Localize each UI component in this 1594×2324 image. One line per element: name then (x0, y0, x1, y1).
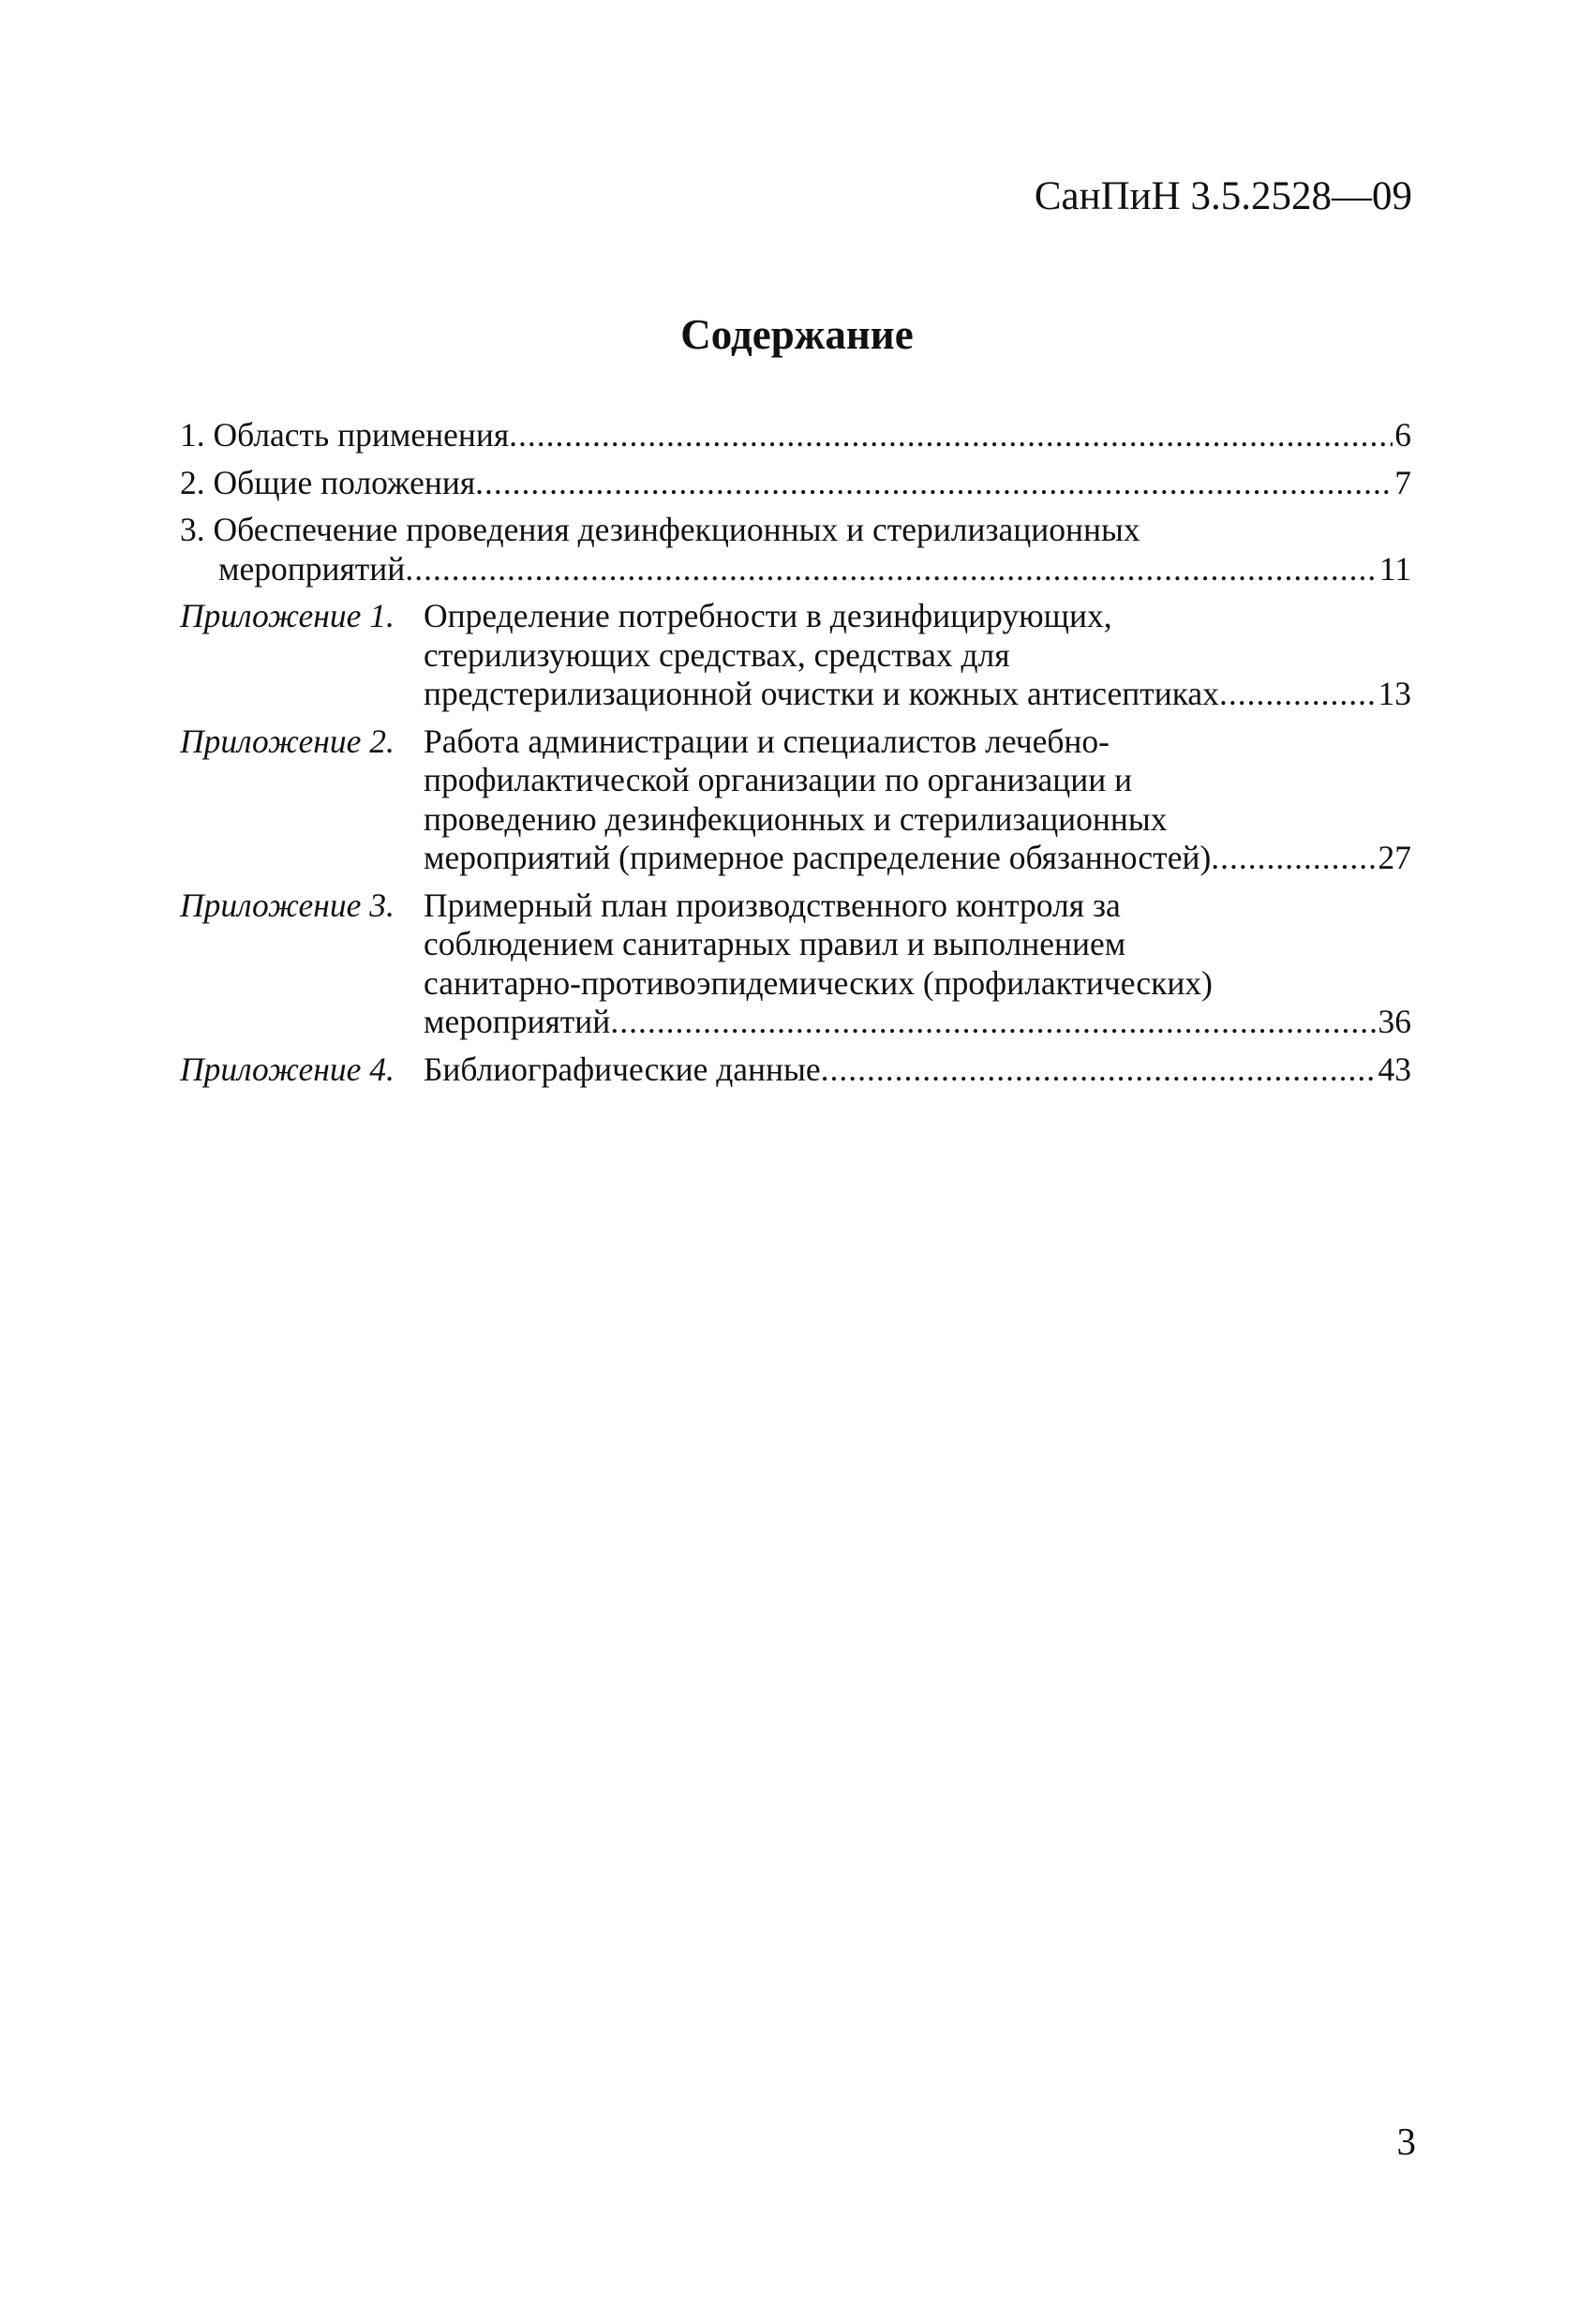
toc-entry-title: Область применения (213, 416, 510, 454)
toc-page-number: 43 (1378, 1050, 1411, 1088)
toc-entry-1[interactable] (180, 416, 1411, 455)
page-title: Содержание (680, 311, 914, 358)
appendix-label: Приложение 4. (180, 1050, 403, 1088)
toc-entry-title: Обеспечение проведения дезинфекционных и стерилизационных (213, 511, 1140, 548)
dot-leader (1211, 839, 1376, 878)
toc-entry-appendix-4[interactable] (180, 1050, 1411, 1090)
toc-page-number: 11 (1378, 549, 1411, 588)
toc-entry-number: 3. (180, 511, 214, 548)
toc-entry-number: 2. (180, 463, 214, 501)
toc-entry-title-cont: соблюдением санитарных правил и выполнением (424, 925, 1126, 962)
toc-entry-title-cont: проведению дезинфекционных и стерилизационных (424, 799, 1168, 838)
toc-entry-3[interactable] (180, 511, 1411, 588)
toc-page-number: 13 (1378, 675, 1411, 712)
toc-entry-title-cont: профилактической организации по организации и (424, 761, 1133, 798)
toc-entry-2[interactable] (180, 464, 1411, 503)
toc-entry-appendix-3[interactable] (180, 886, 1411, 1042)
toc-entry-title-cont: стерилизующих средствах, средствах для (424, 635, 1010, 674)
dot-leader (1219, 675, 1377, 714)
toc-page-number: 36 (1378, 1003, 1411, 1040)
toc-entry-title-cont: мероприятий (218, 549, 406, 588)
toc-entry-title-cont: предстерилизационной очистки и кожных антисептиках (424, 675, 1219, 712)
toc-entry-title-cont: мероприятий (424, 1003, 611, 1040)
dot-leader (405, 550, 1378, 589)
appendix-label: Приложение 2. (180, 722, 403, 760)
toc-entry-appendix-2[interactable] (180, 723, 1411, 878)
toc-entry-title: Общие положения (213, 463, 476, 501)
page-number: 3 (1396, 2120, 1416, 2163)
toc-entry-title: Библиографические данные (424, 1050, 821, 1088)
toc-entry-title: Примерный план производственного контроля за (424, 886, 1121, 924)
dot-leader (821, 1050, 1377, 1090)
toc-entry-title-cont: мероприятий (примерное распределение обязанностей) (424, 839, 1212, 876)
appendix-label: Приложение 3. (180, 886, 403, 924)
toc-entry-title: Работа администрации и специалистов лечебно- (424, 722, 1110, 760)
toc-entry-number: 1. (180, 416, 214, 454)
toc-entry-title-cont: санитарно-противоэпидемических (профилактических) (424, 963, 1213, 1002)
toc-entry-title: Определение потребности в дезинфицирующих, (424, 597, 1112, 634)
toc-page-number: 27 (1378, 839, 1411, 876)
toc-page-number: 6 (1394, 416, 1411, 454)
toc-page-number: 7 (1394, 463, 1411, 501)
appendix-label: Приложение 1. (180, 597, 403, 634)
dot-leader (475, 464, 1393, 503)
table-of-contents (180, 416, 1411, 1097)
document-code: СанПиН 3.5.2528—09 (1034, 174, 1412, 218)
dot-leader (509, 416, 1393, 455)
dot-leader (610, 1003, 1376, 1042)
toc-entry-appendix-1[interactable] (180, 597, 1411, 714)
